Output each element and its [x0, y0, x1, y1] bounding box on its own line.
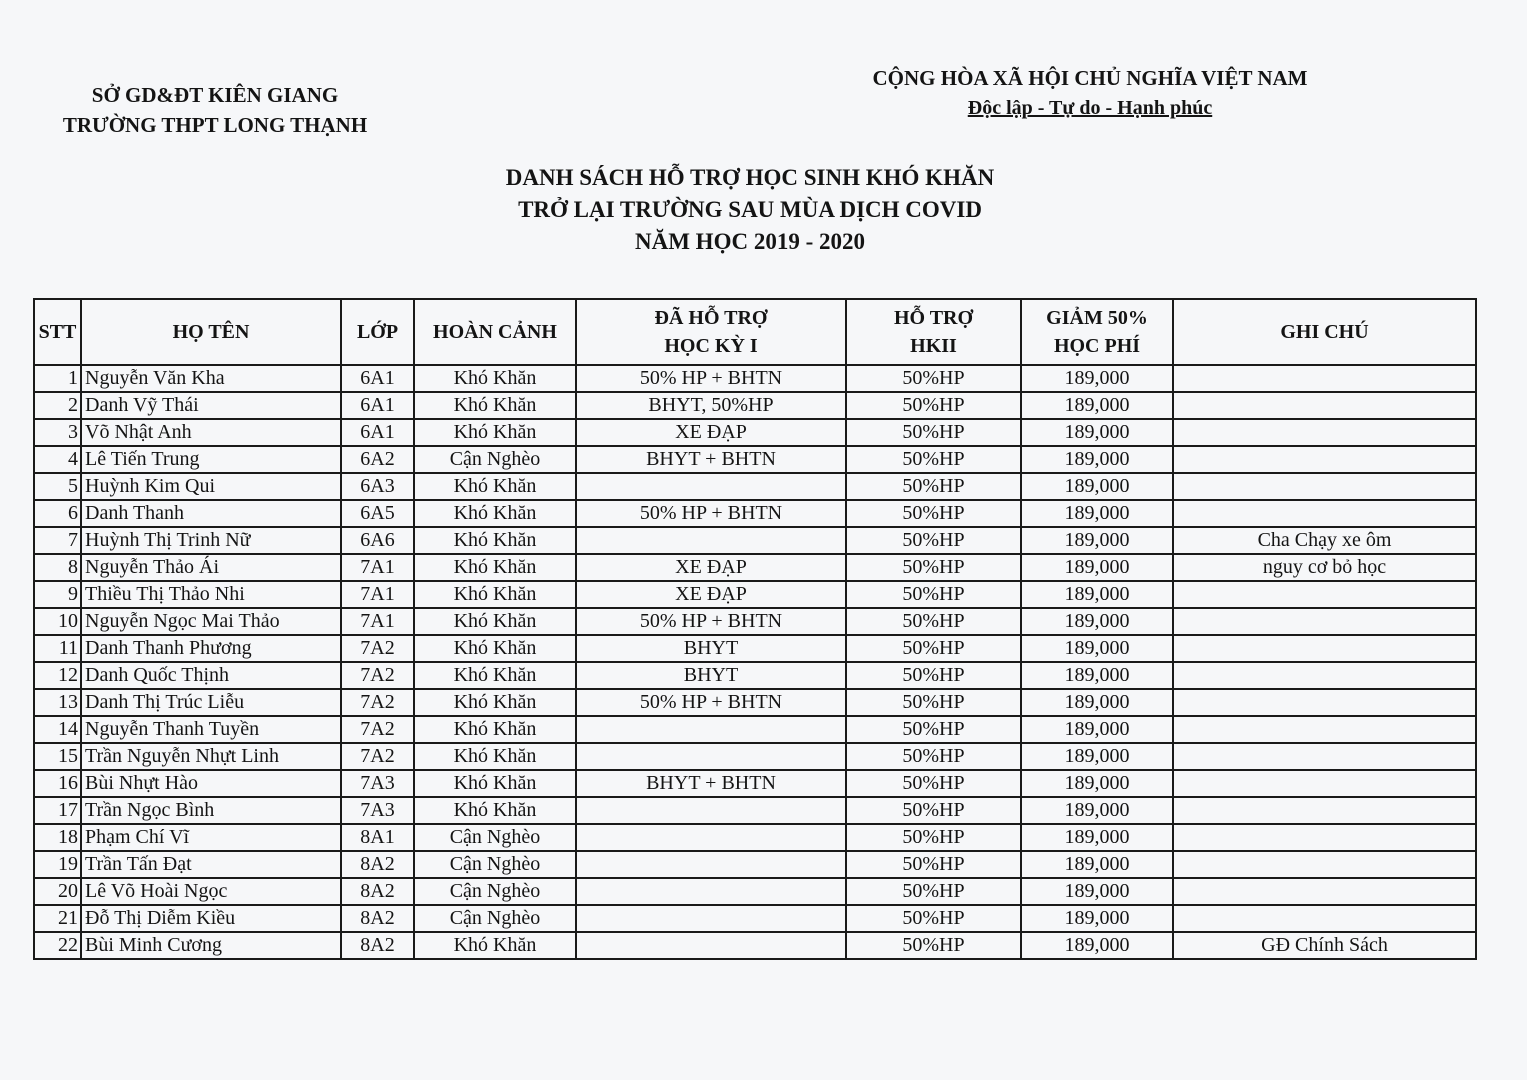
cell-name: Danh Thanh Phương	[81, 635, 341, 662]
cell-class: 7A3	[341, 770, 414, 797]
table-row	[34, 689, 1476, 716]
cell-sem2-support: 50%HP	[846, 581, 1021, 608]
cell-stt: 17	[34, 797, 81, 824]
cell-class: 7A2	[341, 635, 414, 662]
cell-stt: 8	[34, 554, 81, 581]
cell-sem1-support	[576, 743, 846, 770]
cell-note	[1173, 446, 1476, 473]
cell-name: Trần Tấn Đạt	[81, 851, 341, 878]
table-header-row	[34, 299, 1476, 365]
cell-situation: Cận Nghèo	[414, 878, 576, 905]
cell-fee-reduction: 189,000	[1021, 824, 1173, 851]
table-row	[34, 716, 1476, 743]
cell-name: Huỳnh Thị Trinh Nữ	[81, 527, 341, 554]
cell-sem2-support: 50%HP	[846, 851, 1021, 878]
col-header-name: HỌ TÊN	[81, 299, 341, 365]
cell-sem1-support: XE ĐẠP	[576, 554, 846, 581]
cell-situation: Khó Khăn	[414, 716, 576, 743]
cell-name: Lê Tiến Trung	[81, 446, 341, 473]
cell-fee-reduction: 189,000	[1021, 581, 1173, 608]
cell-sem2-support: 50%HP	[846, 392, 1021, 419]
table-row	[34, 797, 1476, 824]
cell-stt: 21	[34, 905, 81, 932]
cell-stt: 18	[34, 824, 81, 851]
cell-sem1-support	[576, 527, 846, 554]
cell-situation: Khó Khăn	[414, 797, 576, 824]
cell-situation: Cận Nghèo	[414, 905, 576, 932]
cell-situation: Khó Khăn	[414, 689, 576, 716]
cell-note: nguy cơ bỏ học	[1173, 554, 1476, 581]
cell-name: Nguyễn Ngọc Mai Thảo	[81, 608, 341, 635]
cell-stt: 3	[34, 419, 81, 446]
cell-sem2-support: 50%HP	[846, 743, 1021, 770]
table-row	[34, 743, 1476, 770]
cell-fee-reduction: 189,000	[1021, 392, 1173, 419]
cell-name: Trần Nguyễn Nhựt Linh	[81, 743, 341, 770]
cell-fee-reduction: 189,000	[1021, 905, 1173, 932]
cell-name: Nguyễn Văn Kha	[81, 365, 341, 392]
cell-fee-reduction: 189,000	[1021, 554, 1173, 581]
cell-name: Bùi Nhựt Hào	[81, 770, 341, 797]
cell-fee-reduction: 189,000	[1021, 797, 1173, 824]
cell-situation: Khó Khăn	[414, 743, 576, 770]
cell-sem2-support: 50%HP	[846, 905, 1021, 932]
cell-sem2-support: 50%HP	[846, 824, 1021, 851]
table-row	[34, 635, 1476, 662]
cell-stt: 20	[34, 878, 81, 905]
cell-note	[1173, 365, 1476, 392]
cell-class: 6A1	[341, 392, 414, 419]
cell-class: 7A1	[341, 554, 414, 581]
cell-note	[1173, 716, 1476, 743]
cell-fee-reduction: 189,000	[1021, 527, 1173, 554]
cell-name: Huỳnh Kim Qui	[81, 473, 341, 500]
cell-sem1-support: BHYT + BHTN	[576, 770, 846, 797]
cell-stt: 15	[34, 743, 81, 770]
cell-fee-reduction: 189,000	[1021, 608, 1173, 635]
cell-name: Đỗ Thị Diễm Kiều	[81, 905, 341, 932]
cell-sem2-support: 50%HP	[846, 419, 1021, 446]
cell-name: Danh Thanh	[81, 500, 341, 527]
col-header-fee: GIẢM 50% HỌC PHÍ	[1021, 299, 1173, 365]
cell-name: Trần Ngọc Bình	[81, 797, 341, 824]
cell-stt: 11	[34, 635, 81, 662]
cell-fee-reduction: 189,000	[1021, 689, 1173, 716]
cell-stt: 6	[34, 500, 81, 527]
cell-stt: 19	[34, 851, 81, 878]
cell-name: Danh Vỹ Thái	[81, 392, 341, 419]
cell-name: Danh Thị Trúc Liễu	[81, 689, 341, 716]
cell-situation: Khó Khăn	[414, 554, 576, 581]
cell-class: 6A6	[341, 527, 414, 554]
table-row	[34, 905, 1476, 932]
table-row	[34, 419, 1476, 446]
cell-sem2-support: 50%HP	[846, 527, 1021, 554]
cell-situation: Khó Khăn	[414, 635, 576, 662]
title-line-1: DANH SÁCH HỖ TRỢ HỌC SINH KHÓ KHĂN	[505, 165, 995, 190]
cell-note	[1173, 878, 1476, 905]
cell-fee-reduction: 189,000	[1021, 446, 1173, 473]
cell-stt: 4	[34, 446, 81, 473]
table-row	[34, 365, 1476, 392]
table-row	[34, 392, 1476, 419]
cell-note	[1173, 392, 1476, 419]
cell-situation: Khó Khăn	[414, 500, 576, 527]
table-row	[34, 932, 1476, 959]
cell-class: 6A3	[341, 473, 414, 500]
cell-sem2-support: 50%HP	[846, 473, 1021, 500]
cell-situation: Khó Khăn	[414, 392, 576, 419]
cell-note: Cha Chạy xe ôm	[1173, 527, 1476, 554]
cell-sem1-support	[576, 797, 846, 824]
cell-name: Phạm Chí Vĩ	[81, 824, 341, 851]
title-line-3: NĂM HỌC 2019 - 2020	[635, 229, 865, 254]
cell-situation: Khó Khăn	[414, 473, 576, 500]
cell-sem1-support: 50% HP + BHTN	[576, 608, 846, 635]
cell-fee-reduction: 189,000	[1021, 716, 1173, 743]
cell-note	[1173, 689, 1476, 716]
cell-sem1-support: BHYT	[576, 662, 846, 689]
cell-name: Danh Quốc Thịnh	[81, 662, 341, 689]
cell-class: 8A2	[341, 851, 414, 878]
cell-class: 8A1	[341, 824, 414, 851]
cell-note	[1173, 635, 1476, 662]
cell-class: 8A2	[341, 905, 414, 932]
cell-note	[1173, 662, 1476, 689]
cell-name: Võ Nhật Anh	[81, 419, 341, 446]
cell-situation: Cận Nghèo	[414, 446, 576, 473]
cell-sem1-support: 50% HP + BHTN	[576, 365, 846, 392]
cell-sem2-support: 50%HP	[846, 662, 1021, 689]
table-row	[34, 662, 1476, 689]
cell-note	[1173, 851, 1476, 878]
table-row	[34, 527, 1476, 554]
cell-sem1-support: 50% HP + BHTN	[576, 500, 846, 527]
support-list-table	[33, 298, 1477, 960]
cell-sem2-support: 50%HP	[846, 689, 1021, 716]
cell-class: 7A2	[341, 716, 414, 743]
cell-name: Nguyễn Thảo Ái	[81, 554, 341, 581]
cell-stt: 5	[34, 473, 81, 500]
cell-situation: Cận Nghèo	[414, 824, 576, 851]
cell-fee-reduction: 189,000	[1021, 662, 1173, 689]
cell-sem1-support	[576, 932, 846, 959]
cell-situation: Khó Khăn	[414, 770, 576, 797]
cell-sem2-support: 50%HP	[846, 635, 1021, 662]
table-row	[34, 608, 1476, 635]
cell-note: GĐ Chính Sách	[1173, 932, 1476, 959]
national-header	[830, 63, 1350, 123]
cell-class: 8A2	[341, 932, 414, 959]
cell-stt: 1	[34, 365, 81, 392]
cell-fee-reduction: 189,000	[1021, 419, 1173, 446]
table-row	[34, 851, 1476, 878]
cell-stt: 13	[34, 689, 81, 716]
cell-situation: Khó Khăn	[414, 662, 576, 689]
table-row	[34, 473, 1476, 500]
cell-sem2-support: 50%HP	[846, 446, 1021, 473]
cell-class: 7A2	[341, 689, 414, 716]
cell-fee-reduction: 189,000	[1021, 473, 1173, 500]
cell-situation: Khó Khăn	[414, 581, 576, 608]
nation-name: CỘNG HÒA XÃ HỘI CHỦ NGHĨA VIỆT NAM	[872, 66, 1308, 90]
issuer-header	[40, 80, 390, 140]
school-name: TRƯỜNG THPT LONG THẠNH	[62, 113, 368, 137]
cell-note	[1173, 419, 1476, 446]
cell-sem1-support: XE ĐẠP	[576, 419, 846, 446]
cell-name: Thiều Thị Thảo Nhi	[81, 581, 341, 608]
cell-class: 6A5	[341, 500, 414, 527]
cell-name: Lê Võ Hoài Ngọc	[81, 878, 341, 905]
table-row	[34, 581, 1476, 608]
cell-note	[1173, 905, 1476, 932]
cell-sem2-support: 50%HP	[846, 716, 1021, 743]
cell-name: Nguyễn Thanh Tuyền	[81, 716, 341, 743]
col-header-sem2: HỖ TRỢ HKII	[846, 299, 1021, 365]
cell-fee-reduction: 189,000	[1021, 932, 1173, 959]
cell-stt: 12	[34, 662, 81, 689]
cell-name: Bùi Minh Cương	[81, 932, 341, 959]
cell-class: 7A2	[341, 662, 414, 689]
cell-sem2-support: 50%HP	[846, 797, 1021, 824]
col-header-class: LỚP	[341, 299, 414, 365]
cell-stt: 14	[34, 716, 81, 743]
cell-class: 7A1	[341, 608, 414, 635]
cell-stt: 9	[34, 581, 81, 608]
cell-sem1-support	[576, 905, 846, 932]
cell-note	[1173, 824, 1476, 851]
cell-fee-reduction: 189,000	[1021, 500, 1173, 527]
table-row	[34, 824, 1476, 851]
cell-class: 7A1	[341, 581, 414, 608]
cell-class: 6A2	[341, 446, 414, 473]
cell-situation: Cận Nghèo	[414, 851, 576, 878]
document-title	[400, 162, 1100, 258]
table-row	[34, 878, 1476, 905]
cell-sem2-support: 50%HP	[846, 365, 1021, 392]
cell-fee-reduction: 189,000	[1021, 851, 1173, 878]
cell-fee-reduction: 189,000	[1021, 770, 1173, 797]
national-motto: Độc lập - Tự do - Hạnh phúc	[967, 97, 1213, 119]
cell-situation: Khó Khăn	[414, 608, 576, 635]
cell-stt: 22	[34, 932, 81, 959]
cell-class: 7A3	[341, 797, 414, 824]
cell-sem2-support: 50%HP	[846, 878, 1021, 905]
cell-note	[1173, 797, 1476, 824]
cell-sem2-support: 50%HP	[846, 932, 1021, 959]
cell-sem2-support: 50%HP	[846, 500, 1021, 527]
table-row	[34, 770, 1476, 797]
cell-sem2-support: 50%HP	[846, 608, 1021, 635]
col-header-situation: HOÀN CẢNH	[414, 299, 576, 365]
cell-situation: Khó Khăn	[414, 365, 576, 392]
cell-sem1-support	[576, 851, 846, 878]
table-row	[34, 554, 1476, 581]
cell-stt: 2	[34, 392, 81, 419]
cell-sem2-support: 50%HP	[846, 770, 1021, 797]
cell-stt: 10	[34, 608, 81, 635]
cell-sem1-support	[576, 878, 846, 905]
table-row	[34, 500, 1476, 527]
cell-note	[1173, 770, 1476, 797]
cell-sem1-support: 50% HP + BHTN	[576, 689, 846, 716]
cell-note	[1173, 581, 1476, 608]
cell-stt: 16	[34, 770, 81, 797]
cell-sem1-support: BHYT, 50%HP	[576, 392, 846, 419]
cell-sem1-support: XE ĐẠP	[576, 581, 846, 608]
cell-sem1-support	[576, 716, 846, 743]
cell-sem1-support: BHYT	[576, 635, 846, 662]
cell-class: 6A1	[341, 419, 414, 446]
col-header-stt: STT	[34, 299, 81, 365]
cell-sem2-support: 50%HP	[846, 554, 1021, 581]
cell-situation: Khó Khăn	[414, 527, 576, 554]
department-name: SỞ GD&ĐT KIÊN GIANG	[91, 83, 339, 107]
cell-note	[1173, 608, 1476, 635]
cell-situation: Khó Khăn	[414, 419, 576, 446]
cell-class: 6A1	[341, 365, 414, 392]
col-header-note: GHI CHÚ	[1173, 299, 1476, 365]
cell-fee-reduction: 189,000	[1021, 365, 1173, 392]
cell-fee-reduction: 189,000	[1021, 878, 1173, 905]
cell-class: 8A2	[341, 878, 414, 905]
cell-note	[1173, 500, 1476, 527]
title-line-2: TRỞ LẠI TRƯỜNG SAU MÙA DỊCH COVID	[518, 197, 982, 222]
cell-fee-reduction: 189,000	[1021, 743, 1173, 770]
cell-sem1-support	[576, 473, 846, 500]
col-header-sem1: ĐÃ HỖ TRỢ HỌC KỲ I	[576, 299, 846, 365]
cell-note	[1173, 743, 1476, 770]
cell-stt: 7	[34, 527, 81, 554]
cell-class: 7A2	[341, 743, 414, 770]
cell-note	[1173, 473, 1476, 500]
table-row	[34, 446, 1476, 473]
cell-fee-reduction: 189,000	[1021, 635, 1173, 662]
cell-sem1-support: BHYT + BHTN	[576, 446, 846, 473]
cell-sem1-support	[576, 824, 846, 851]
cell-situation: Khó Khăn	[414, 932, 576, 959]
